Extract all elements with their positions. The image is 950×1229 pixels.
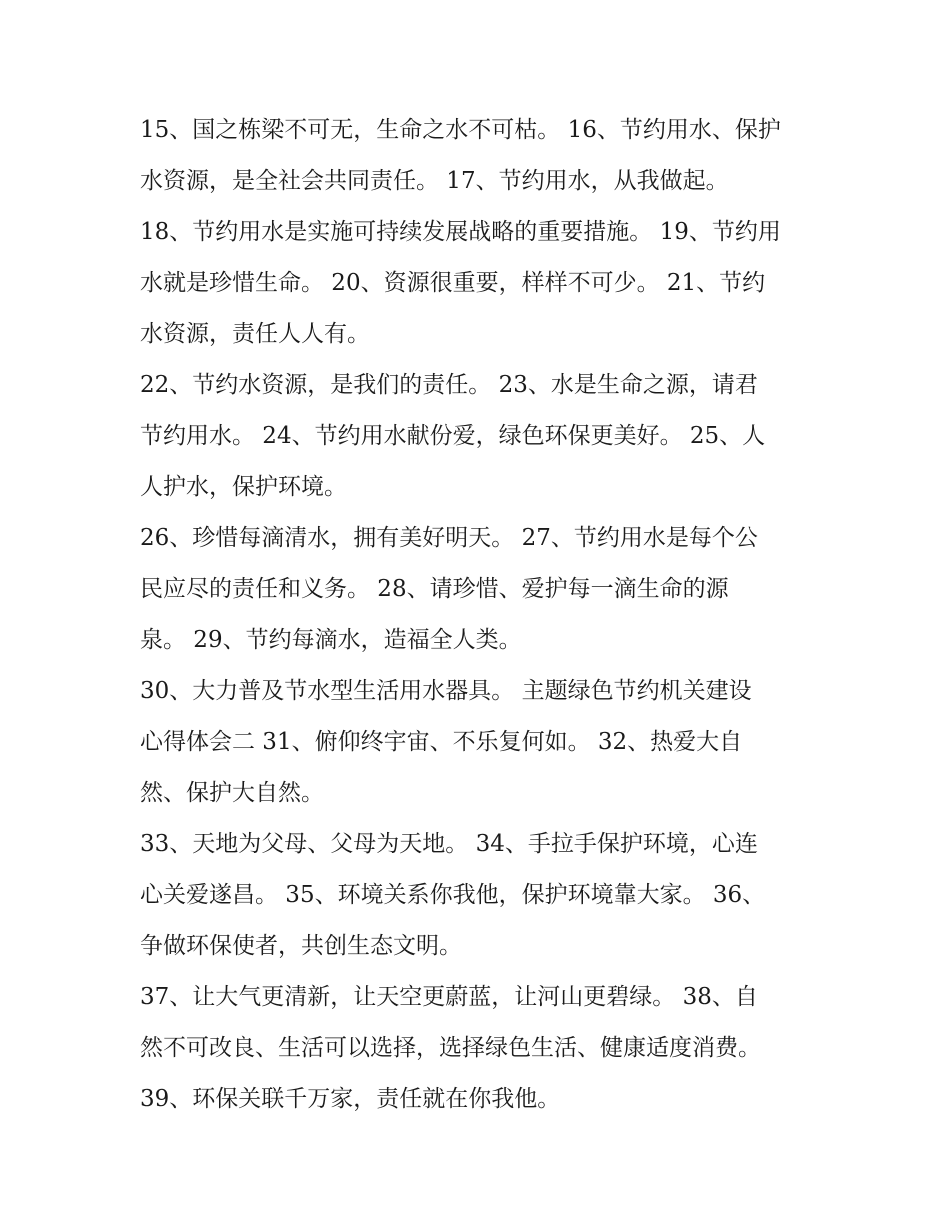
text-line: 18、节约用水是实施可持续发展战略的重要措施。 19、节约用 [140, 219, 781, 245]
text-line: 30、大力普及节水型生活用水器具。 主题绿色节约机关建设 [140, 678, 752, 704]
text-line: 水资源，是全社会共同责任。 17、节约用水，从我做起。 [140, 168, 729, 194]
text-line: 然不可改良、生活可以选择，选择绿色生活、健康适度消费。 [140, 1035, 761, 1061]
text-line: 22、节约水资源，是我们的责任。 23、水是生命之源，请君 [140, 372, 758, 398]
text-line: 民应尽的责任和义务。 28、请珍惜、爱护每一滴生命的源 [140, 576, 729, 602]
text-line: 心得体会二 31、俯仰终宇宙、不乐复何如。 32、热爱大自 [140, 729, 743, 755]
text-line: 15、国之栋梁不可无，生命之水不可枯。 16、节约用水、保护 [140, 117, 781, 143]
text-line: 33、天地为父母、父母为天地。 34、手拉手保护环境，心连 [140, 831, 758, 857]
text-line: 节约用水。 24、节约用水献份爱，绿色环保更美好。 25、人 [140, 423, 766, 449]
document-body [140, 105, 820, 1125]
text-line: 争做环保使者，共创生态文明。 [140, 933, 462, 959]
text-line: 水就是珍惜生命。 20、资源很重要，样样不可少。 21、节约 [140, 270, 766, 296]
text-line: 人护水，保护环境。 [140, 474, 347, 500]
text-line: 39、环保关联千万家，责任就在你我他。 [140, 1086, 561, 1112]
text-line: 然、保护大自然。 [140, 780, 324, 806]
text-line: 37、让大气更清新，让天空更蔚蓝，让河山更碧绿。 38、自 [140, 984, 758, 1010]
text-line: 水资源，责任人人有。 [140, 321, 370, 347]
text-line: 心关爱遂昌。 35、环境关系你我他，保护环境靠大家。 36、 [140, 882, 766, 908]
text-line: 26、珍惜每滴清水，拥有美好明天。 27、节约用水是每个公 [140, 525, 758, 551]
text-line: 泉。 29、节约每滴水，造福全人类。 [140, 627, 522, 653]
